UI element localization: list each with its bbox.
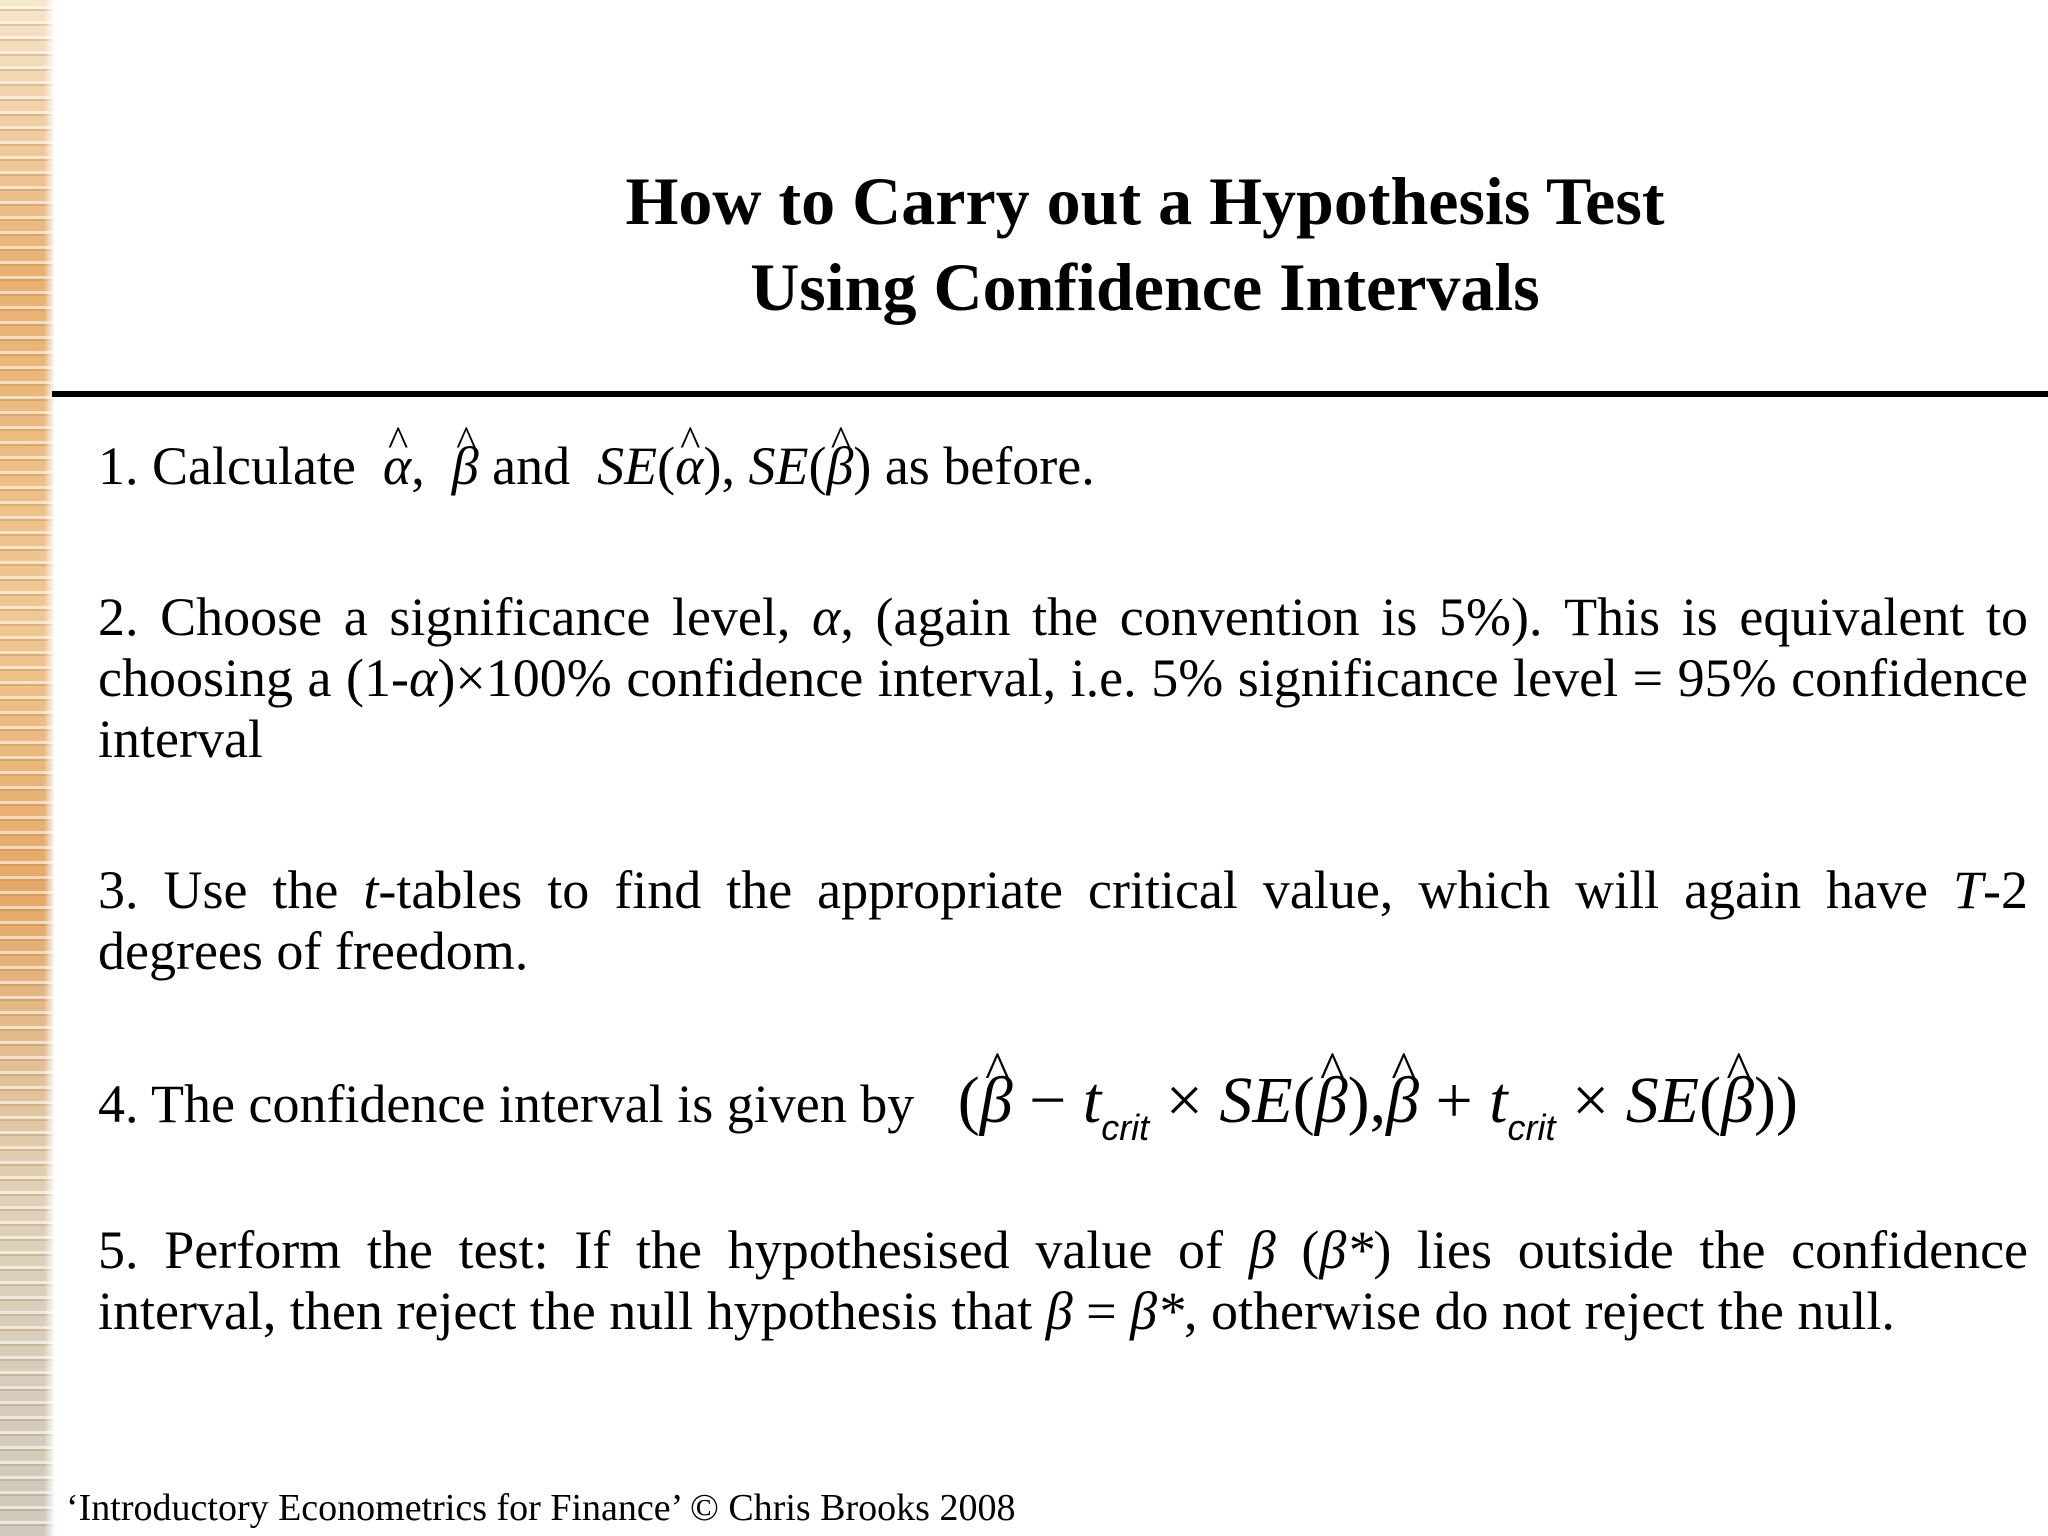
title-line-1: How to Carry out a Hypothesis Test (625, 163, 1665, 239)
step-3-text-b: -tables to find the appropriate critical value, which will again have (378, 860, 1928, 920)
formula-separator: ), (1347, 1064, 1387, 1137)
step-2-text-a: 2. Choose a significance level, (98, 587, 791, 647)
formula-paren-1: ( (1292, 1064, 1315, 1137)
step-3-text-a: 3. Use the (98, 860, 339, 920)
formula-se-2: SE (1625, 1064, 1700, 1137)
se-beta-hat: ^ β (826, 436, 853, 497)
footer-copyright: ‘Introductory Econometrics for Finance’ © Chris Brooks 2008 (66, 1487, 1016, 1529)
formula-minus: − (1012, 1064, 1083, 1137)
step-5-text-a: 5. Perform the test: If the hypothesised value of (98, 1220, 1224, 1280)
formula-t-2: t (1489, 1064, 1508, 1137)
step-3 (98, 860, 2028, 982)
step-3-T: T (1952, 860, 1984, 920)
se-alpha-label: SE (597, 436, 658, 496)
step-5-text-c: ) lies outside the confidence interval, then reject the null hypothesis that (98, 1220, 2029, 1341)
step-5-text-d: , otherwise do not reject the null. (1184, 1281, 1895, 1341)
step-4-text: 4. The confidence interval is given by (98, 1074, 915, 1134)
se-beta-label: SE (748, 436, 809, 496)
step-5-eq: = (1072, 1281, 1131, 1341)
formula-paren-2: ( (1699, 1064, 1722, 1137)
slide-title (540, 158, 1750, 330)
formula-times-2: × (1555, 1064, 1626, 1137)
step-3-text-c: -2 degrees of freedom. (98, 860, 2028, 981)
step-2 (98, 587, 2028, 770)
title-line-2: Using Confidence Intervals (750, 249, 1540, 325)
step-5-beta: β (1248, 1220, 1276, 1280)
formula-beta-hat-1: ^ β (980, 1070, 1013, 1131)
decorative-side-strip (0, 0, 54, 1536)
step-1-and: and (492, 436, 571, 496)
step-5-eq-lhs: β (1045, 1281, 1073, 1341)
step-1-prefix: 1. Calculate (98, 436, 356, 496)
se-beta-close: ) (853, 436, 872, 496)
formula-beta-hat-3: ^ β (1386, 1070, 1419, 1131)
formula-crit-1: crit (1101, 1107, 1150, 1148)
formula-t-1: t (1082, 1064, 1102, 1137)
alpha-hat: ^ α (383, 436, 411, 497)
formula-close: )) (1753, 1064, 1798, 1137)
se-beta-open: ( (808, 436, 827, 496)
formula-crit-2: crit (1507, 1107, 1556, 1148)
step-5-text-b: ( (1301, 1220, 1320, 1280)
step-2-alpha: α (812, 587, 841, 647)
step-2-alpha-2: α (409, 648, 438, 708)
step-1-comma-2: , (721, 436, 735, 496)
step-3-t: t (363, 860, 379, 920)
step-4 (98, 1064, 2028, 1158)
title-divider (52, 391, 2048, 397)
se-alpha-close: ) (703, 436, 722, 496)
step-2-text-c: )×100% confidence interval, i.e. 5% significance level = 95% confidence interval (98, 648, 2028, 769)
step-1-suffix: as before. (884, 436, 1095, 496)
step-5-beta-star: β* (1319, 1220, 1374, 1280)
formula-times-1: × (1149, 1064, 1220, 1137)
se-alpha-hat: ^ α (675, 436, 703, 497)
formula-beta-hat-2: ^ β (1315, 1070, 1348, 1131)
step-5 (98, 1220, 2028, 1342)
se-alpha-open: ( (657, 436, 676, 496)
beta-hat: ^ β (452, 436, 479, 497)
formula-beta-hat-4: ^ β (1721, 1070, 1754, 1131)
step-2-text-b: , (again the convention is 5%). This is equivalent to choosing a (1- (98, 587, 2028, 708)
step-5-eq-rhs: β* (1130, 1281, 1185, 1341)
step-1-comma: , (411, 436, 425, 496)
formula-se-1: SE (1219, 1064, 1293, 1137)
confidence-interval-formula (957, 1064, 1798, 1148)
step-1 (98, 436, 2028, 497)
formula-plus: + (1418, 1064, 1490, 1137)
formula-open: ( (957, 1064, 980, 1137)
